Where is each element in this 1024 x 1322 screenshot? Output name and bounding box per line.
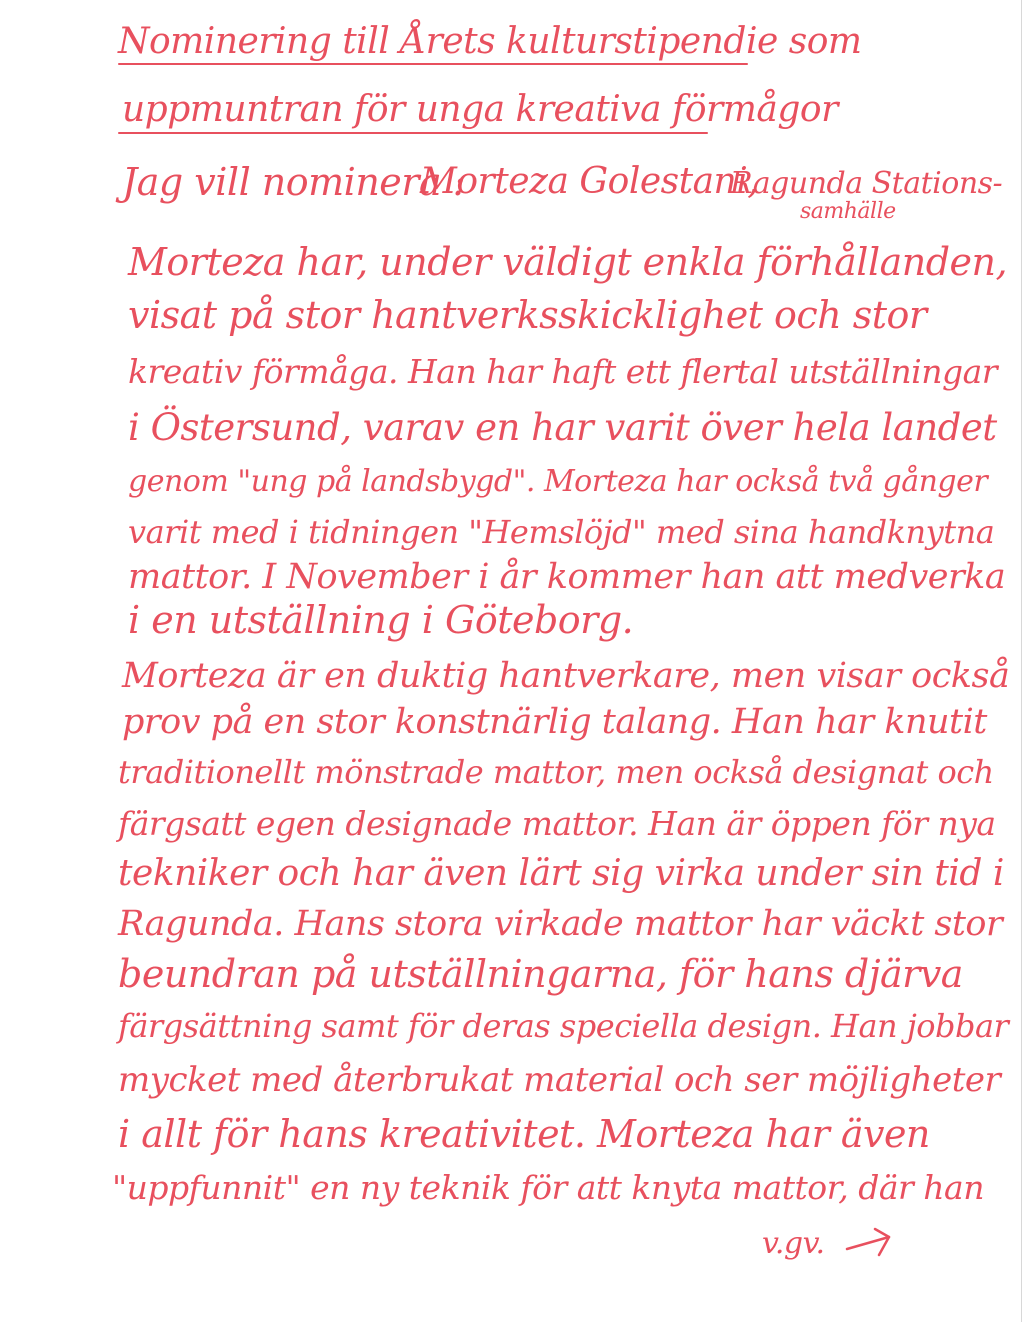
arrow-right-icon [845, 1225, 893, 1261]
paragraph-1-line: varit med i tidningen "Hemslöjd" med sina handknytna [128, 513, 995, 551]
title-underline-1 [118, 63, 748, 65]
nominee-place: Ragunda Stations- [730, 166, 1003, 201]
paragraph-1-line: Morteza har, under väldigt enkla förhållanden, [128, 240, 1008, 284]
paragraph-2-line: Ragunda. Hans stora virkade mattor har väckt stor [118, 904, 1003, 944]
please-turn-note: v.gv. [762, 1226, 825, 1261]
paragraph-1-line: kreativ förmåga. Han har haft ett flertal utställningar [128, 352, 998, 391]
paragraph-2-line: mycket med återbrukat material och ser möjligheter [118, 1060, 1001, 1100]
paragraph-2-line: färgsättning samt för deras speciella design. Han jobbar [118, 1007, 1009, 1045]
paragraph-1-line: i en utställning i Göteborg. [128, 598, 634, 642]
paragraph-2-line: prov på en stor konstnärlig talang. Han har knutit [122, 702, 987, 742]
nominee-name: Morteza Golestani, [420, 161, 759, 202]
paragraph-2-line: färgsatt egen designade mattor. Han är öppen för nya [118, 804, 996, 843]
paragraph-2-line: Morteza är en duktig hantverkare, men visar också [122, 656, 1010, 696]
paragraph-1-line: visat på stor hantverksskicklighet och stor [128, 293, 927, 337]
nominee-intro: Jag vill nominera : [122, 160, 466, 204]
paragraph-1-line: mattor. I November i år kommer han att medverka [128, 557, 1006, 597]
paragraph-1-line: i Östersund, varav en har varit över hela landet [128, 406, 997, 449]
title-line-2: uppmuntran för unga kreativa förmågor [122, 89, 838, 130]
title-line-1: Nominering till Årets kulturstipendie som [118, 21, 862, 62]
paragraph-2-line: traditionellt mönstrade mattor, men också designat och [118, 753, 994, 791]
nominee-place-continued: samhälle [800, 199, 896, 224]
page-edge [1021, 0, 1022, 1322]
title-underline-2 [118, 132, 708, 134]
paragraph-1-line: genom "ung på landsbygd". Morteza har också två gånger [128, 464, 988, 499]
paragraph-2-line: tekniker och har även lärt sig virka under sin tid i [118, 853, 1004, 894]
paragraph-2-line: i allt för hans kreativitet. Morteza har även [118, 1112, 930, 1156]
paragraph-2-line: "uppfunnit" en ny teknik för att knyta mattor, där han [112, 1168, 984, 1207]
paragraph-2-line: beundran på utställningarna, för hans djärva [118, 952, 963, 996]
